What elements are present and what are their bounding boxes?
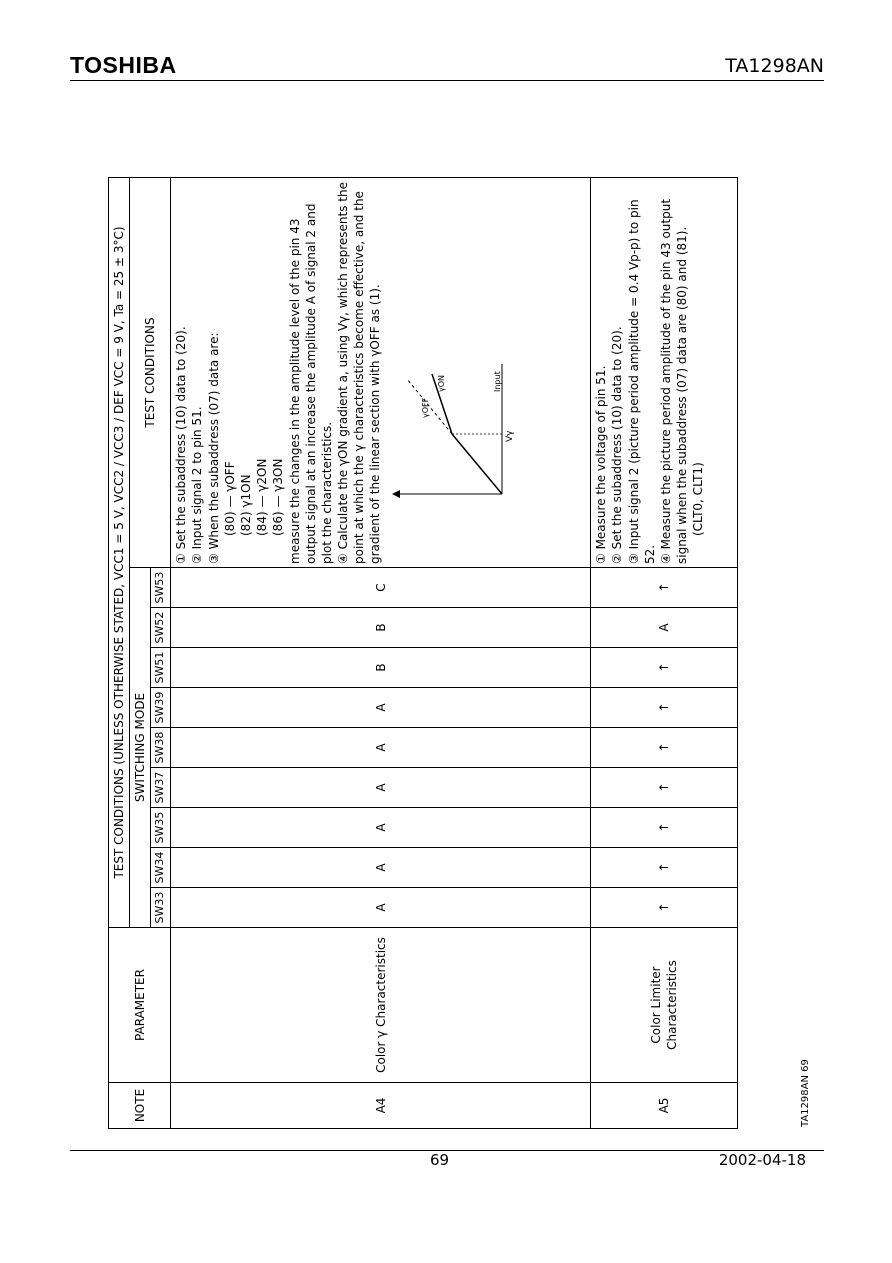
switch-value: ↑ <box>591 728 738 768</box>
switch-value: ↑ <box>591 888 738 928</box>
table-row <box>591 178 738 1129</box>
doc-date: 2002-04-18 <box>718 1151 806 1169</box>
switch-value: ↑ <box>591 808 738 848</box>
switch-header: SW52 <box>151 608 171 648</box>
condition-step: ① Set the subaddress (10) data to (20). <box>174 326 189 564</box>
switch-value: A <box>171 888 591 928</box>
condition-step: ④ Calculate the γON gradient a, using Vγ, which represents the point at which the γ characteristics become effective, and the gradient of the linear section with γOFF as (1). <box>336 182 383 564</box>
condition-step: measure the changes in the amplitude level of the pin 43 output signal at an increase the amplitude A of signal 2 and plot the characteristics. <box>287 203 334 564</box>
switch-value: A <box>171 728 591 768</box>
brand-logo: TOSHIBA <box>70 52 177 78</box>
condition-sub: (84) — γ2ON <box>255 458 270 536</box>
note-cell: A4 <box>171 1083 591 1129</box>
note-header: NOTE <box>109 1083 171 1129</box>
header-rule <box>70 80 824 81</box>
switch-value: B <box>171 608 591 648</box>
document-id: TA1298AN <box>725 55 824 77</box>
switch-value: A <box>171 848 591 888</box>
gamma-off-label: γOFF <box>420 397 430 418</box>
condition-step: ③ Input signal 2 (picture period amplitude = 0.4 Vp-p) to pin 52. <box>626 199 657 564</box>
switch-value: ↑ <box>591 768 738 808</box>
switch-header: SW51 <box>151 648 171 688</box>
condition-sub: (80) — γOFF <box>222 461 237 536</box>
switch-header: SW39 <box>151 688 171 728</box>
switch-value: B <box>171 648 591 688</box>
parameter-cell: Color γ Characteristics <box>171 928 591 1083</box>
input-label: Input <box>492 371 502 392</box>
condition-sub: (86) — γ3ON <box>271 458 286 536</box>
switch-value: A <box>171 808 591 848</box>
vgamma-label: Vγ <box>504 430 515 442</box>
switch-value: A <box>171 688 591 728</box>
parameter-header: PARAMETER <box>109 928 171 1083</box>
switch-value: A <box>171 768 591 808</box>
test-conditions-cell <box>171 178 591 568</box>
side-mark: TA1298AN 69 <box>800 1059 811 1127</box>
switch-value: ↑ <box>591 848 738 888</box>
parameter-cell: Color Limiter Characteristics <box>591 928 738 1083</box>
condition-step: ④ Measure the picture period amplitude of the pin 43 output signal when the subaddress (07) data are (80) and (81). <box>658 198 690 564</box>
test-conditions-cell <box>591 178 738 568</box>
table-row <box>171 178 591 1129</box>
switch-header: SW35 <box>151 808 171 848</box>
switching-mode-header: SWITCHING MODE <box>130 568 151 928</box>
switch-header: SW33 <box>151 888 171 928</box>
switch-header: SW38 <box>151 728 171 768</box>
condition-sub: (CLT0, CLT1) <box>691 462 706 536</box>
condition-step: ① Measure the voltage of pin 51. <box>594 365 609 564</box>
switch-value: A <box>591 608 738 648</box>
page-number: 69 <box>430 1151 450 1169</box>
switch-header: SW37 <box>151 768 171 808</box>
switch-header: SW53 <box>151 568 171 608</box>
test-conditions-header: TEST CONDITIONS <box>130 178 171 568</box>
switch-value: ↑ <box>591 648 738 688</box>
note-cell: A5 <box>591 1083 738 1129</box>
test-conditions-table <box>108 177 738 1129</box>
switch-header: SW34 <box>151 848 171 888</box>
switch-value: ↑ <box>591 688 738 728</box>
condition-step: ② Set the subaddress (10) data to (20). <box>610 326 625 564</box>
test-conditions-line: TEST CONDITIONS (UNLESS OTHERWISE STATED, VCC1 = 5 V, VCC2 / VCC3 / DEF VCC = 9 V, Ta = 25 ± 3°C) <box>109 178 130 928</box>
gamma-on-label: γON <box>436 374 446 392</box>
switch-value: ↑ <box>591 568 738 608</box>
switch-value: C <box>171 568 591 608</box>
condition-sub: (82) γ1ON <box>238 474 253 536</box>
condition-step: ③ When the subaddress (07) data are: <box>206 332 221 564</box>
gamma-graph <box>392 354 515 504</box>
condition-step: ② Input signal 2 to pin 51. <box>190 406 205 564</box>
